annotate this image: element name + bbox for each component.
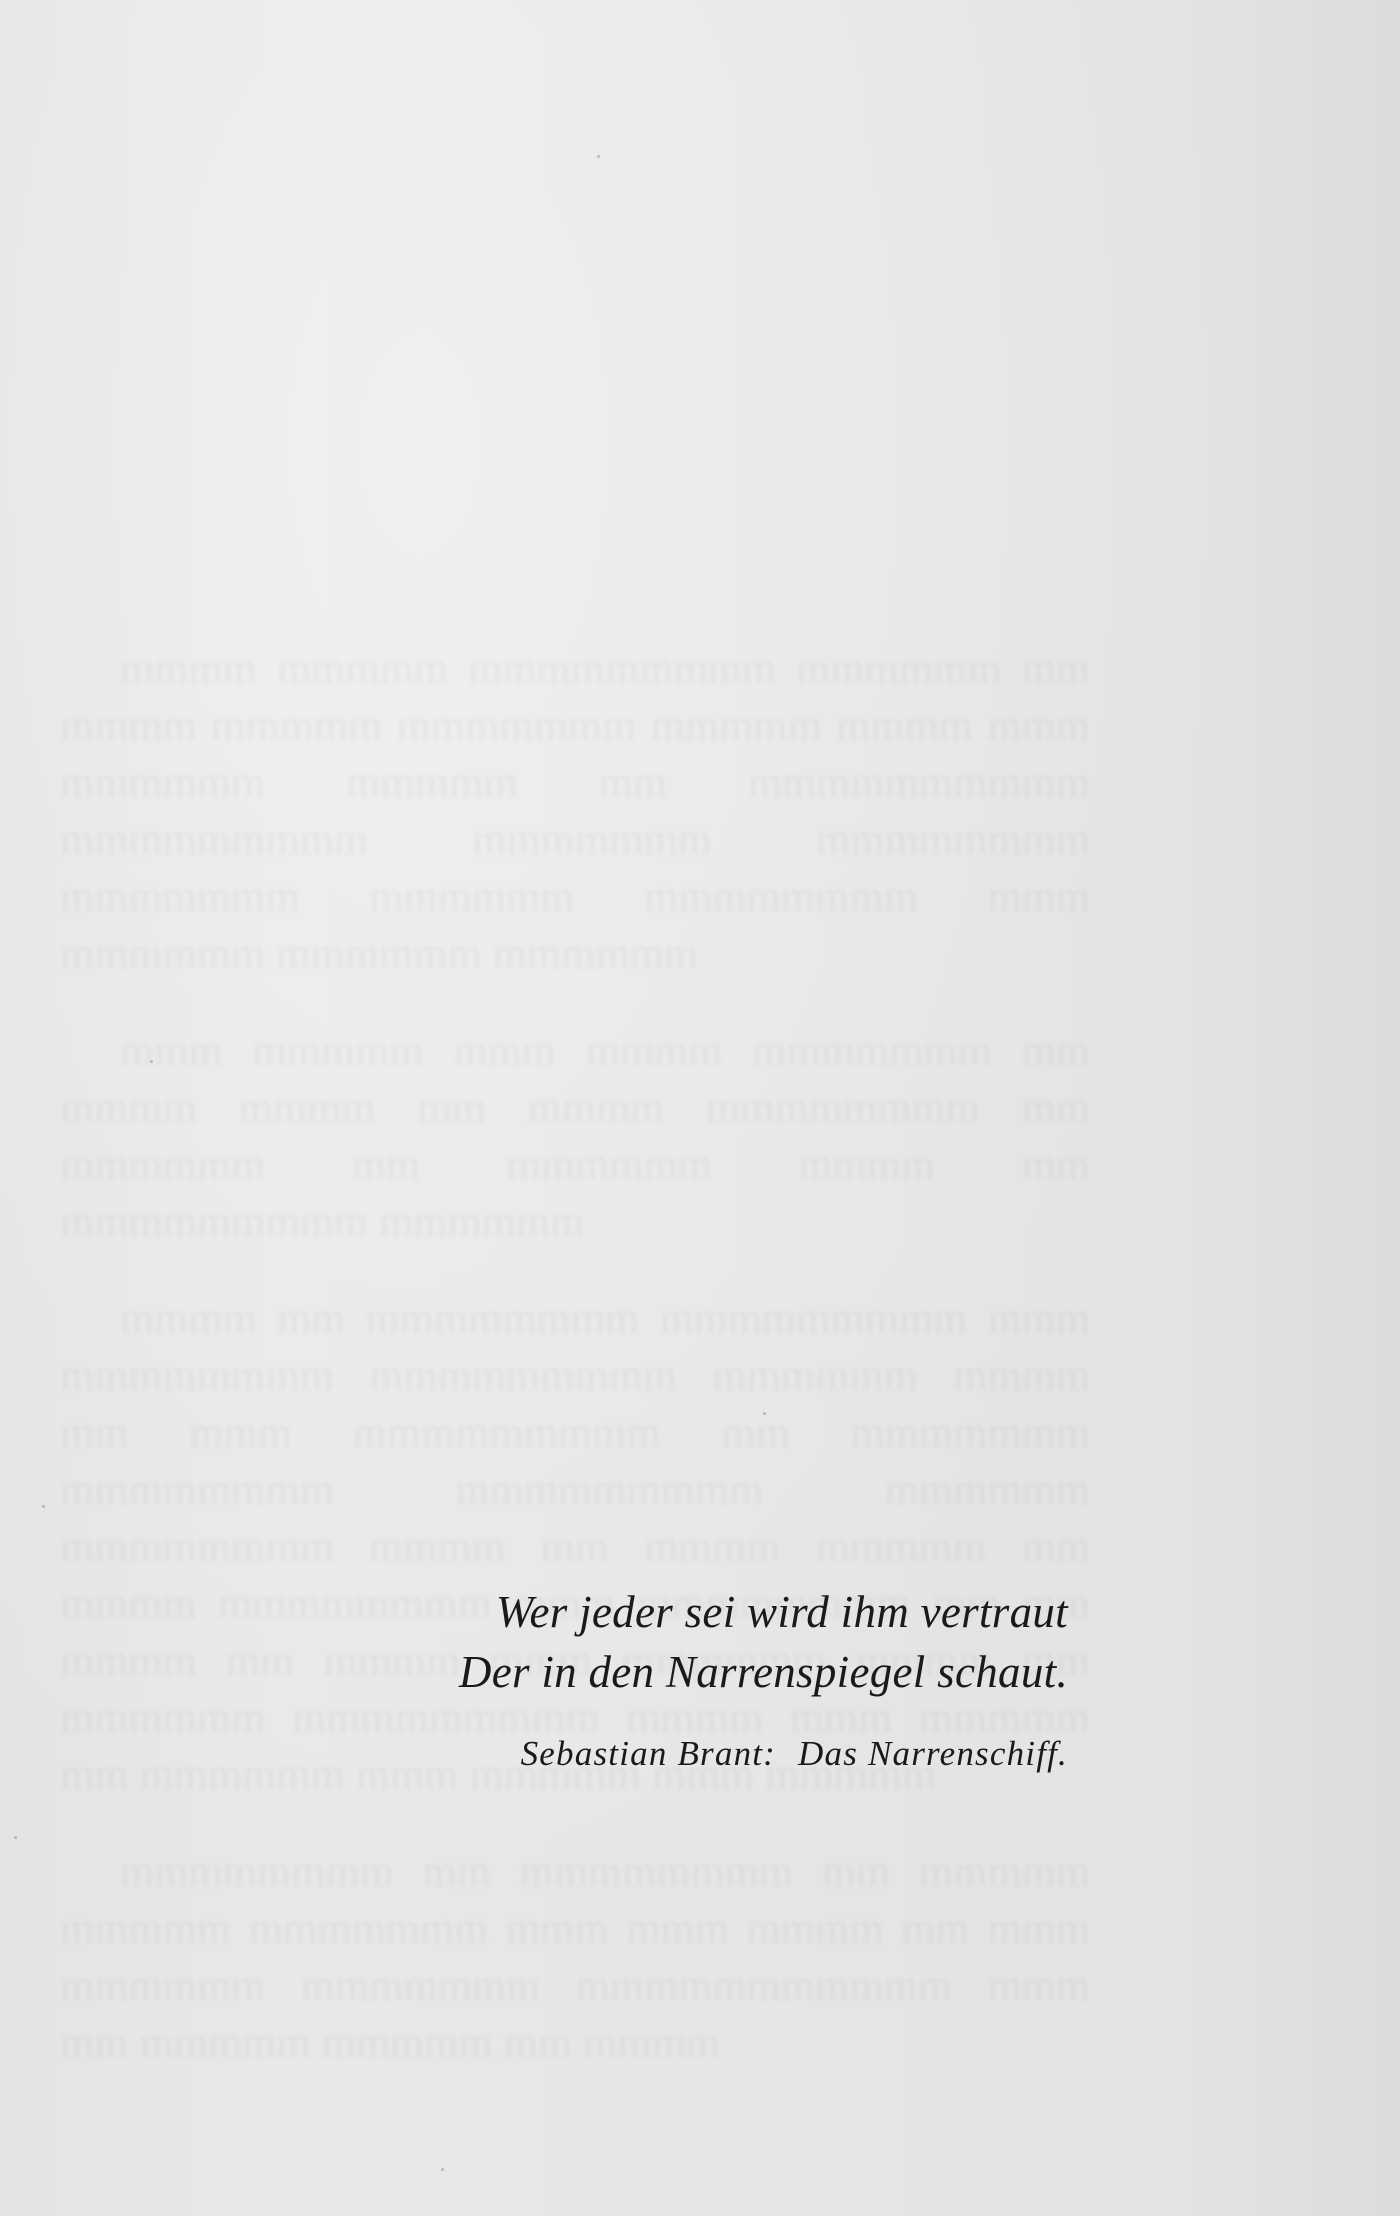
epigraph xyxy=(459,1582,1068,1776)
paper-speck xyxy=(150,1060,153,1063)
show-through-text xyxy=(60,640,1090,2111)
attribution-author: Sebastian Brant: xyxy=(520,1734,777,1773)
attribution-work: Das Narrenschiff. xyxy=(798,1734,1068,1773)
paper-speck xyxy=(42,1505,45,1508)
paper-speck xyxy=(597,155,600,158)
paper-speck xyxy=(441,2168,444,2171)
epigraph-line-1: Wer jeder sei wird ihm vertraut xyxy=(495,1587,1068,1637)
epigraph-line-2: Der in den Narrenspiegel schaut. xyxy=(458,1647,1068,1697)
epigraph-attribution xyxy=(459,1732,1068,1776)
paper-speck xyxy=(14,1836,17,1839)
paper-speck xyxy=(763,1412,766,1415)
